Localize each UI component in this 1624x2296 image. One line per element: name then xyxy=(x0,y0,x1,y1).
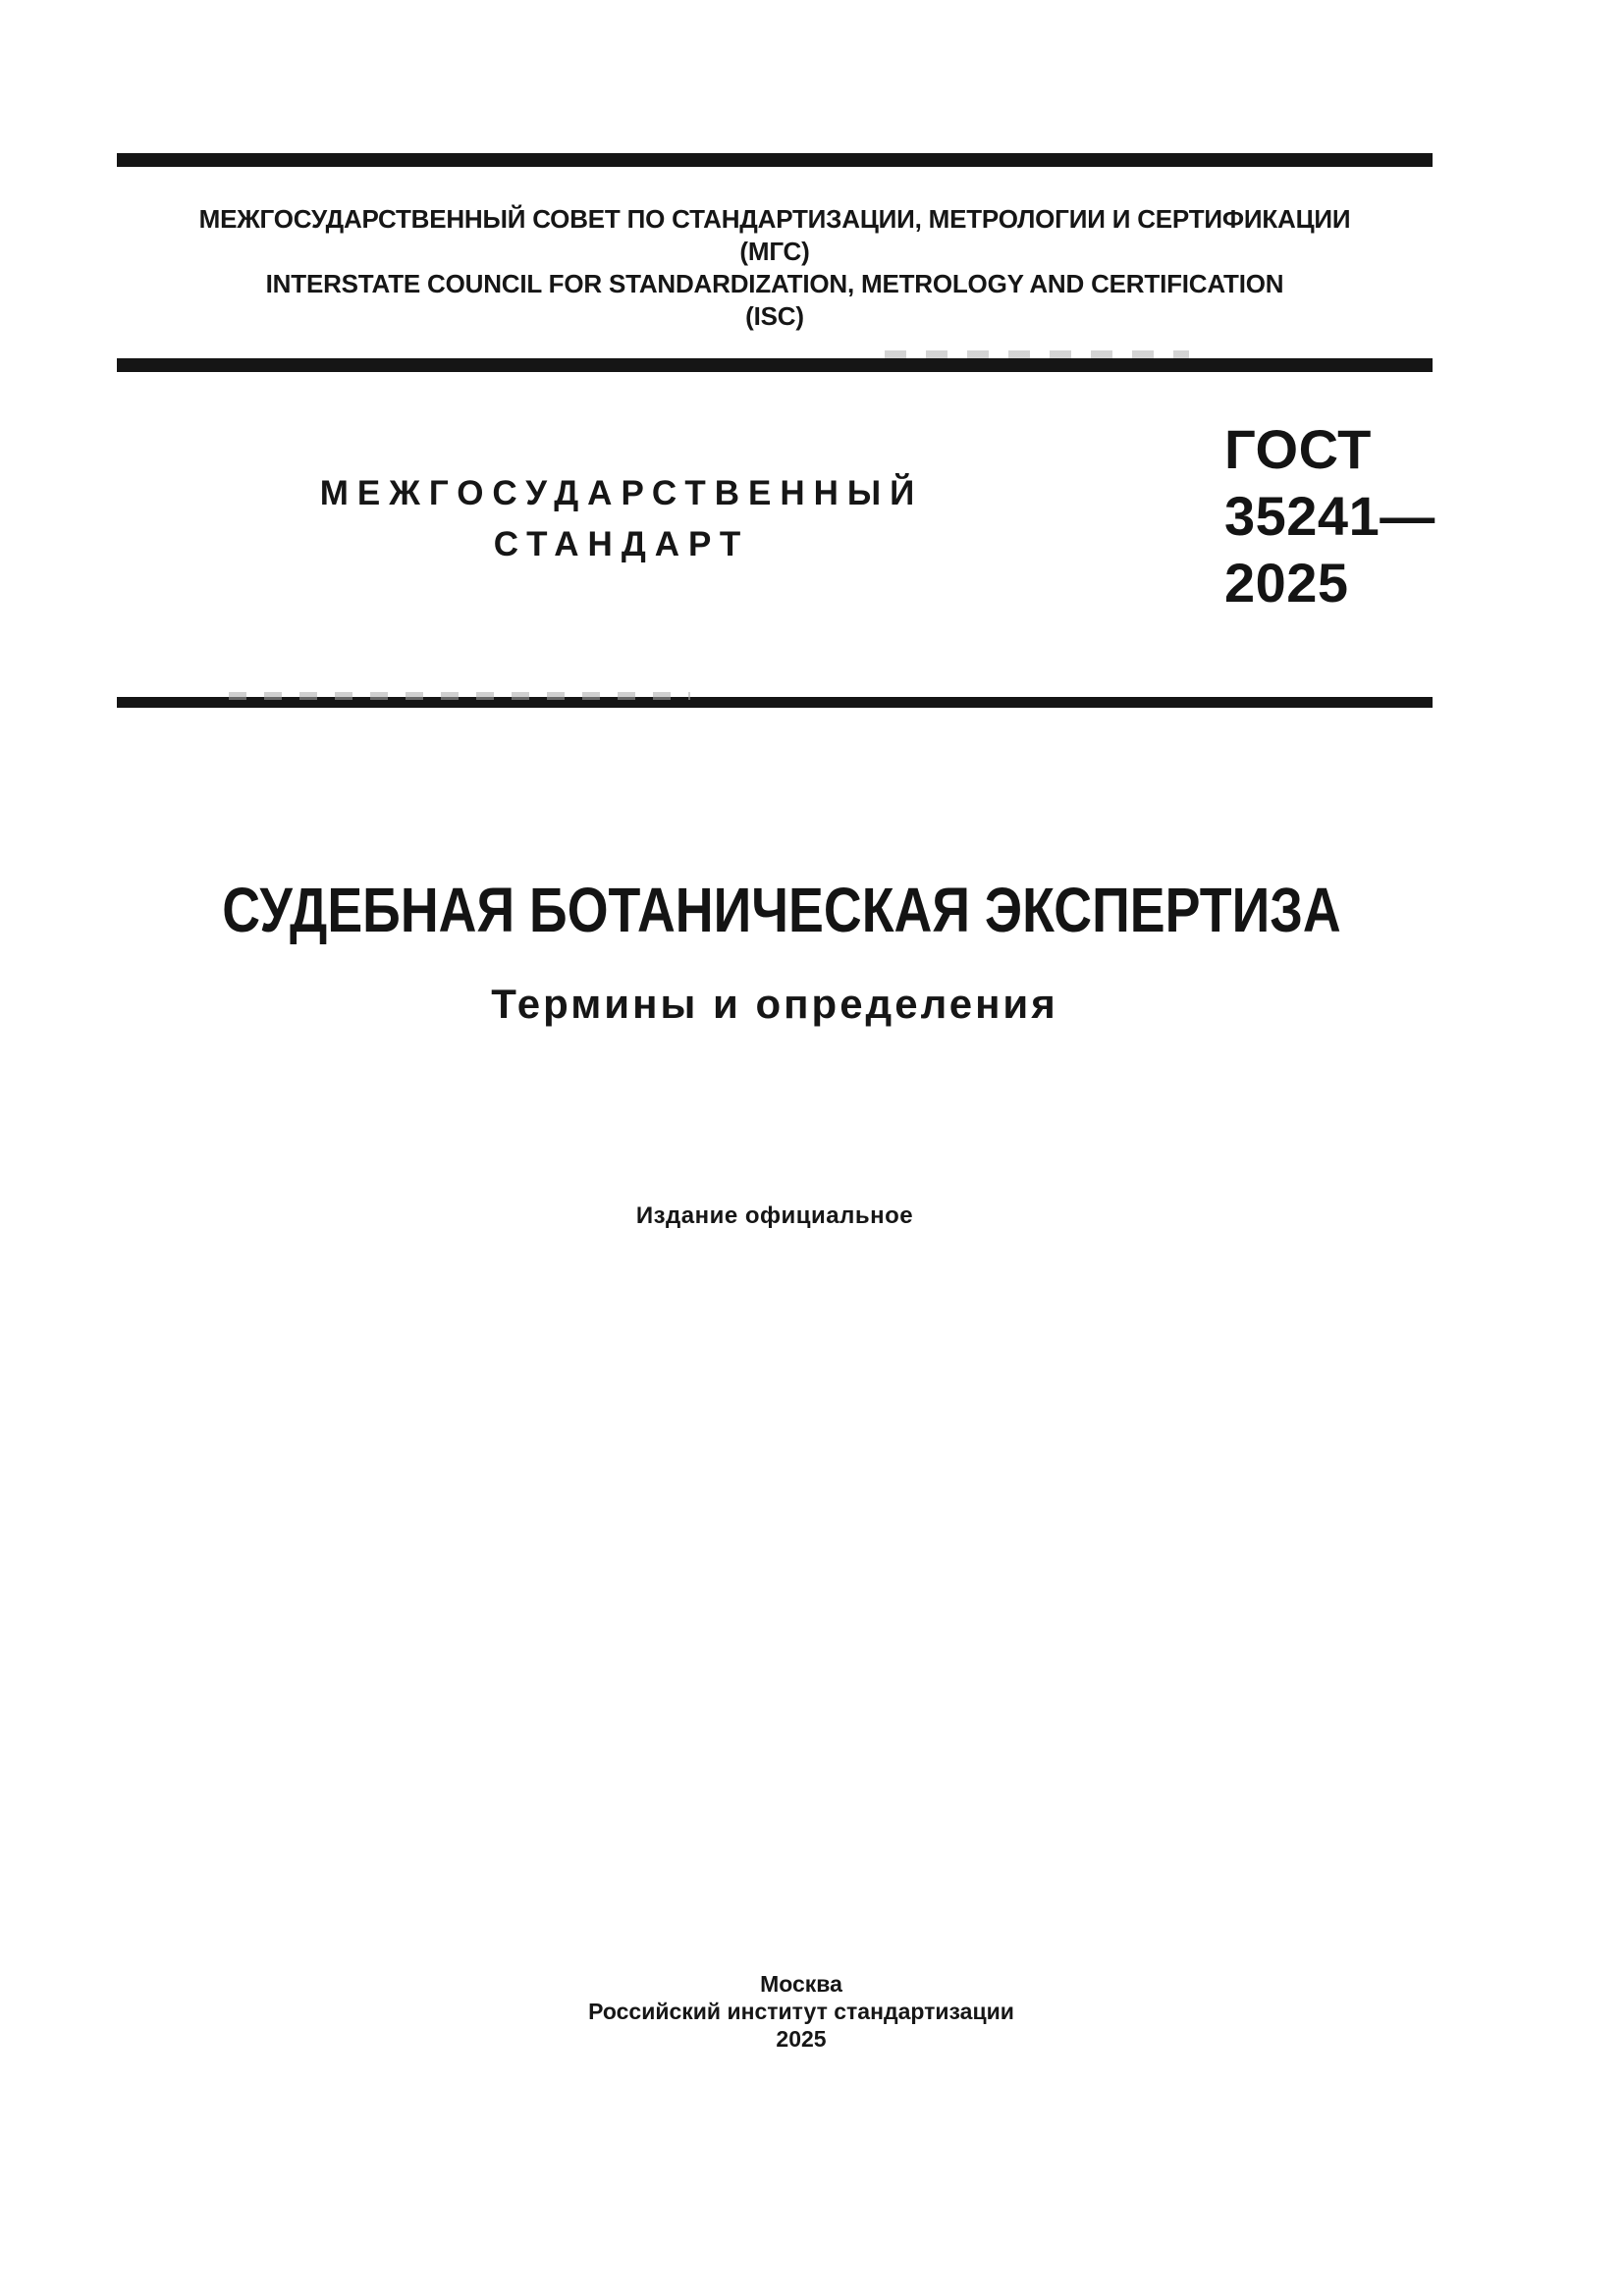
bottom-rule xyxy=(117,697,1433,708)
council-header-en-abbr: (ISC) xyxy=(745,301,804,331)
edition-note: Издание официальное xyxy=(635,1202,914,1229)
imprint-city: Москва xyxy=(760,1971,842,1997)
page-title: СУДЕБНАЯ БОТАНИЧЕСКАЯ ЭКСПЕРТИЗА xyxy=(222,875,1341,945)
standard-type-line1: МЕЖГОСУДАРСТВЕННЫЙ xyxy=(319,474,924,512)
gost-designation-number: 35241— xyxy=(1224,485,1435,547)
middle-rule xyxy=(117,358,1433,372)
council-header xyxy=(117,203,1433,333)
council-header-en: INTERSTATE COUNCIL FOR STANDARDIZATION, METROLOGY AND CERTIFICATION xyxy=(265,269,1284,298)
page-subtitle: Термины и определения xyxy=(491,981,1058,1027)
standard-type-line2: СТАНДАРТ xyxy=(493,525,750,563)
standard-type-label xyxy=(117,468,1126,570)
imprint xyxy=(143,1970,1459,2053)
council-header-ru-abbr: (МГС) xyxy=(739,237,810,266)
gost-designation-year: 2025 xyxy=(1224,552,1349,614)
council-header-ru: МЕЖГОСУДАРСТВЕННЫЙ СОВЕТ ПО СТАНДАРТИЗАЦИИ, МЕТРОЛОГИИ И СЕРТИФИКАЦИИ xyxy=(198,204,1351,234)
imprint-year: 2025 xyxy=(776,2026,827,2052)
gost-designation xyxy=(1224,416,1435,616)
imprint-publisher: Российский институт стандартизации xyxy=(588,1999,1014,2024)
top-rule xyxy=(117,153,1433,167)
scan-artifact xyxy=(885,350,1189,358)
gost-designation-prefix: ГОСТ xyxy=(1224,418,1372,480)
